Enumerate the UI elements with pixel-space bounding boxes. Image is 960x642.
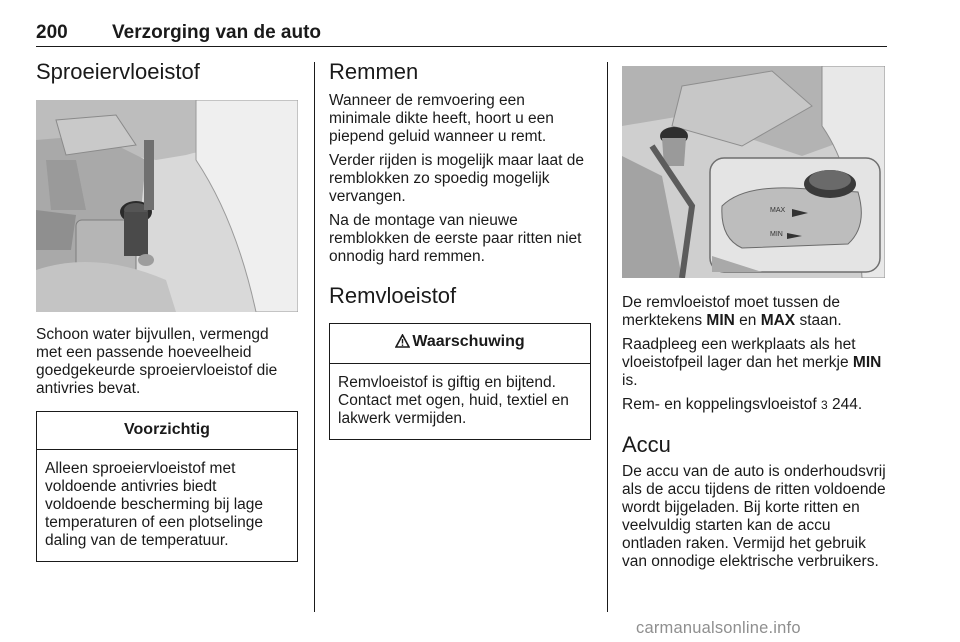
brakes-paragraph-1: Wanneer de remvoering een minimale dikte heeft, hoort u een piepend geluid wanneer u remt. xyxy=(329,92,554,145)
watermark: carmanualsonline.info xyxy=(636,619,801,637)
warning-text: Remvloeistof is giftig en bijtend. Contact met ogen, huid, textiel en lakwerk vermijden. xyxy=(338,374,569,427)
caution-title: Voorzichtig xyxy=(37,412,297,450)
min-mark: MIN xyxy=(706,312,735,329)
brake-fluid-paragraph-2: Raadpleeg een werkplaats als het vloeistofpeil lager dan het merkje MIN is. xyxy=(622,336,882,389)
washer-fluid-paragraph: Schoon water bijvullen, vermengd met een passende hoeveelheid goedgekeurde sproeiervloeistof die antivries bevat. xyxy=(36,326,278,397)
brake-reservoir-illustration xyxy=(622,66,885,278)
caution-box xyxy=(36,411,298,562)
column-right xyxy=(622,58,888,571)
warning-triangle-icon xyxy=(395,334,410,353)
battery-paragraph: De accu van de auto is onderhoudsvrij als de accu tijdens de ritten voldoende wordt bijgeladen. Bij korte ritten en veelvuldig starten kan de accu ontladen raken. Vermijd het gebruik van onnodige elektrische verbruikers. xyxy=(622,463,886,570)
caution-text: Alleen sproeiervloeistof met voldoende antivries biedt voldoende bescherming bij lage temperaturen of een plotselinge daling van de temperatuur. xyxy=(45,460,264,549)
header-rule xyxy=(36,46,887,47)
section-heading-accu: Accu xyxy=(622,432,671,457)
section-heading-remvloeistof: Remvloeistof xyxy=(329,283,457,308)
brake-fluid-paragraph-1: De remvloeistof moet tussen de merktekens MIN en MAX staan. xyxy=(622,294,842,329)
column-middle xyxy=(329,58,591,440)
brake-fluid-reference: Rem- en koppelingsvloeistof 3 244. xyxy=(622,396,863,413)
page-reference-arrow-icon[interactable]: 3 xyxy=(821,398,828,412)
washer-reservoir-illustration xyxy=(36,100,298,312)
min-mark: MIN xyxy=(852,354,882,371)
page-reference[interactable]: 244. xyxy=(827,396,863,413)
washer-fluid-photo xyxy=(36,100,298,312)
chapter-title: Verzorging van de auto xyxy=(112,22,322,43)
warning-title: Waarschuwing xyxy=(412,333,525,350)
brakes-paragraph-2: Verder rijden is mogelijk maar laat de remblokken zo spoedig mogelijk vervangen. xyxy=(329,152,585,205)
brake-fluid-photo xyxy=(622,66,885,278)
section-heading-sproeiervloeistof: Sproeiervloeistof xyxy=(36,59,200,84)
column-divider-1 xyxy=(314,62,315,612)
section-heading-remmen: Remmen xyxy=(329,59,419,84)
brakes-paragraph-3: Na de montage van nieuwe remblokken de eerste paar ritten niet onnodig hard remmen. xyxy=(329,212,582,265)
column-divider-2 xyxy=(607,62,608,612)
warning-box xyxy=(329,323,591,440)
column-left xyxy=(36,58,298,562)
max-mark: MAX xyxy=(760,312,796,329)
warning-header xyxy=(330,324,590,364)
min-mark-label: MIN xyxy=(770,231,783,238)
page-number: 200 xyxy=(36,22,68,43)
max-mark-label: MAX xyxy=(770,207,786,214)
